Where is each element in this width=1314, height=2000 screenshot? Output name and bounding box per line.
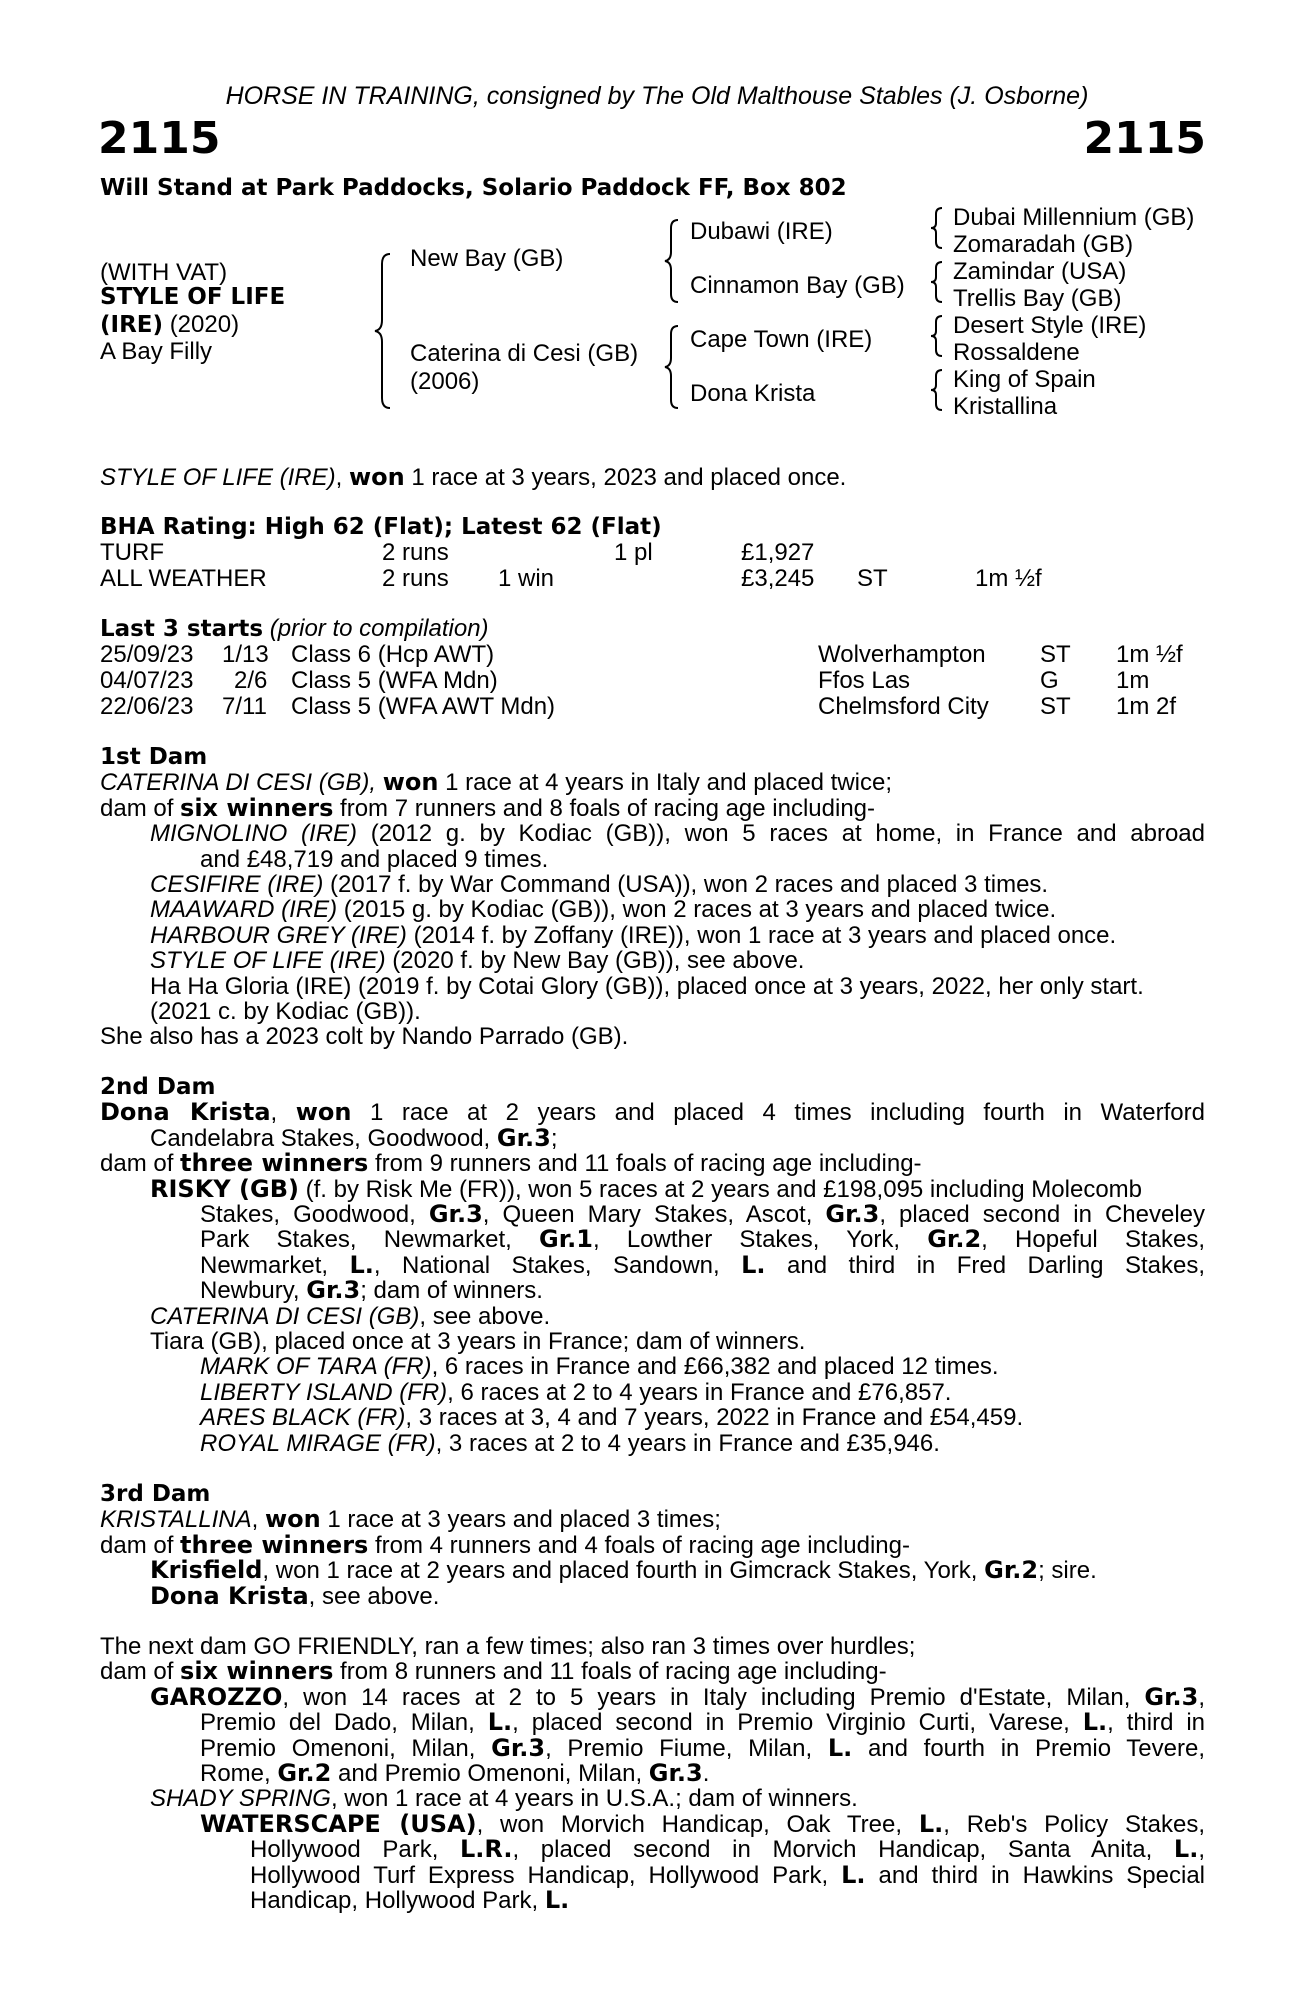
grade: Gr.3 — [496, 1123, 551, 1152]
grade: Gr.3 — [648, 1759, 703, 1788]
produce-record: , see above. — [308, 1582, 440, 1610]
produce-risky-cont — [100, 1202, 1205, 1227]
bha-rating: BHA Rating: High 62 (Flat); Latest 62 (Flat) — [100, 514, 662, 540]
lot-number-right: 2115 — [1083, 113, 1206, 164]
rating-prize: £1,927 — [741, 539, 815, 566]
text: ; sire. — [1038, 1557, 1097, 1585]
rating-surface: TURF — [100, 539, 164, 566]
third-dam-section — [100, 1482, 1205, 1609]
won-label: won — [264, 1505, 321, 1534]
start-date: 04/07/23 — [100, 667, 194, 694]
rating-prize: £3,245 — [741, 565, 815, 592]
pedigree-dss: Desert Style (IRE) — [953, 312, 1147, 339]
produce-name: WATERSCAPE (USA) — [200, 1809, 477, 1838]
produce-mignolino — [100, 821, 1205, 846]
produce-waterscape — [100, 1809, 1205, 1838]
start-race: Class 5 (WFA AWT Mdn) — [291, 693, 556, 720]
produce-royal-mirage — [100, 1431, 1205, 1456]
produce-mignolino-cont: and £48,719 and placed 9 times. — [200, 845, 549, 873]
won-label: won — [295, 1098, 352, 1127]
start-course: Wolverhampton — [818, 641, 986, 668]
rating-pl: 1 pl — [614, 539, 653, 566]
text: from 7 runners and 8 foals of racing age including- — [340, 794, 876, 822]
winners-count: three winners — [180, 1530, 369, 1559]
rating-runs: 2 runs — [382, 565, 449, 592]
start-position: 7/11 — [222, 693, 267, 720]
text: , placed second in Morvich Handicap, Santa Anita, — [512, 1836, 1153, 1864]
horse-year: (2020) — [169, 311, 240, 338]
text: Newmarket, — [200, 1251, 329, 1279]
grade: Gr.3 — [825, 1200, 880, 1229]
dam-record: 1 race at 2 years and placed 4 times including fourth in Waterford — [369, 1099, 1205, 1127]
last-starts-note: (prior to compilation) — [269, 615, 489, 642]
start-course: Ffos Las — [818, 667, 911, 694]
horse-name: STYLE OF LIFE — [100, 284, 286, 310]
produce-record: , see above. — [419, 1302, 551, 1330]
grade: Gr.2 — [984, 1556, 1039, 1585]
start-position: 1/13 — [222, 641, 269, 668]
grade: L.R. — [460, 1835, 513, 1864]
start-distance: 1m 2f — [1116, 693, 1177, 720]
pedigree-bracket-ds — [928, 314, 948, 358]
horse-description: A Bay Filly — [100, 338, 213, 365]
grade: Gr.2 — [277, 1759, 332, 1788]
text: dam of — [100, 1658, 174, 1686]
text: Stakes, Goodwood, — [200, 1201, 416, 1229]
produce-record: , 3 races at 3, 4 and 7 years, 2022 in France and £54,459. — [405, 1404, 1024, 1432]
pedigree-bracket-dd — [928, 368, 948, 412]
produce-record: (2015 g. by Kodiac (GB)), won 2 races at 3 years and placed twice. — [343, 896, 1057, 924]
start-date: 22/06/23 — [100, 693, 194, 720]
last-starts-title: Last 3 starts — [100, 616, 264, 642]
text: , Hopeful Stakes, — [981, 1226, 1205, 1254]
produce-record: , won 1 race at 4 years in U.S.A.; dam of winners. — [330, 1785, 858, 1813]
text: Park Stakes, Newmarket, — [200, 1226, 512, 1254]
produce-name: HARBOUR GREY (IRE) — [150, 921, 407, 949]
dam-record: 1 race at 4 years in Italy and placed twice; — [445, 769, 893, 797]
stand-location: Will Stand at Park Paddocks, Solario Paddock FF, Box 802 — [100, 175, 847, 201]
text: , — [1198, 1683, 1205, 1711]
produce-name: MARK OF TARA (FR) — [200, 1353, 432, 1381]
rating-runs: 2 runs — [382, 539, 449, 566]
produce-name: STYLE OF LIFE (IRE) — [150, 947, 386, 975]
produce-name: LIBERTY ISLAND (FR) — [200, 1378, 448, 1406]
produce-record: , 6 races in France and £66,382 and placed 12 times. — [431, 1353, 999, 1381]
pedigree-bracket-main — [372, 252, 402, 410]
pedigree-bracket-dam — [662, 324, 686, 410]
horse-origin: (IRE) — [100, 312, 164, 338]
text: , National Stakes, Sandown, — [373, 1251, 720, 1279]
second-dam-section — [100, 1075, 1205, 1456]
produce-name: Dona Krista — [150, 1581, 309, 1610]
produce-waterscape-cont — [100, 1888, 1205, 1913]
grade: L. — [544, 1886, 570, 1915]
pedigree-bracket-sd — [928, 260, 948, 304]
fourth-dam-produce-line — [100, 1659, 1205, 1684]
first-dam-note: She also has a 2023 colt by Nando Parrado (GB). — [100, 1023, 629, 1051]
text: , — [1198, 1836, 1205, 1864]
grade: Gr.3 — [306, 1276, 361, 1305]
second-dam-heading: 2nd Dam — [100, 1074, 216, 1100]
text: Newbury, — [200, 1277, 300, 1305]
produce-maaward — [100, 897, 1205, 922]
grade: L. — [827, 1733, 853, 1762]
fourth-dam-section — [100, 1634, 1205, 1913]
won-label: won — [382, 768, 439, 797]
produce-style-of-life — [100, 948, 1205, 973]
grade: L. — [349, 1250, 374, 1279]
produce-record: (f. by Risk Me (FR)), won 5 races at 2 years and £198,095 including Molecomb — [305, 1175, 1143, 1203]
race-summary: STYLE OF LIFE (IRE), won 1 race at 3 years, 2023 and placed once. — [100, 463, 847, 491]
grade: L. — [741, 1250, 766, 1279]
text: and third in Fred Darling Stakes, — [787, 1251, 1205, 1279]
produce-risky-cont — [100, 1278, 1205, 1303]
pedigree-sdd: Trellis Bay (GB) — [953, 285, 1122, 312]
pedigree-sire: New Bay (GB) — [410, 245, 564, 272]
produce-waterscape-cont — [100, 1860, 1206, 1889]
text: ; dam of winners. — [360, 1277, 543, 1305]
text: and third in Hawkins Special — [878, 1861, 1206, 1889]
produce-risky-cont — [100, 1227, 1205, 1252]
grade: Gr.2 — [927, 1225, 982, 1254]
grade: Gr.3 — [1144, 1682, 1199, 1711]
summary-won: won — [348, 463, 405, 491]
dam-name: CATERINA DI CESI (GB), — [100, 769, 377, 797]
horse-origin-line — [100, 312, 239, 338]
pedigree-dam-year: (2006) — [410, 368, 480, 395]
summary-text: 1 race at 3 years, 2023 and placed once. — [411, 464, 847, 491]
pedigree-dd: Dona Krista — [690, 380, 816, 407]
produce-name: MAAWARD (IRE) — [150, 896, 338, 924]
text: ; — [550, 1124, 558, 1152]
produce-ha-ha-gloria: Ha Ha Gloria (IRE) (2019 f. by Cotai Glory (GB)), placed once at 3 years, 2022, her only start. — [150, 972, 1144, 1000]
pedigree-dds: King of Spain — [953, 366, 1096, 393]
winners-count: six winners — [180, 793, 334, 822]
start-going: ST — [1040, 641, 1071, 668]
produce-garozzo — [100, 1682, 1205, 1711]
text: dam of — [100, 1531, 174, 1559]
produce-record: (2012 g. by Kodiac (GB)), won 5 races at home, in France and abroad — [370, 820, 1205, 848]
produce-cesifire — [100, 872, 1205, 897]
pedigree-sss: Dubai Millennium (GB) — [953, 204, 1195, 231]
produce-name: MIGNOLINO (IRE) — [150, 820, 358, 848]
page-title: HORSE IN TRAINING, consigned by The Old Malthouse Stables (J. Osborne) — [225, 82, 1089, 110]
produce-name: ROYAL MIRAGE (FR) — [200, 1429, 436, 1457]
pedigree-ddd: Kristallina — [953, 393, 1058, 420]
pedigree-dsd: Rossaldene — [953, 339, 1080, 366]
text: Handicap, Hollywood Park, — [250, 1887, 539, 1915]
fourth-dam-line: The next dam GO FRIENDLY, ran a few times; also ran 3 times over hurdles; — [100, 1633, 916, 1660]
text: and Premio Omenoni, Milan, — [337, 1760, 643, 1788]
third-dam-heading: 3rd Dam — [100, 1481, 211, 1507]
text: Premio Omenoni, Milan, — [200, 1734, 476, 1762]
rating-dist: 1m ½f — [975, 565, 1042, 592]
produce-mark-of-tara — [100, 1354, 1205, 1379]
rating-going: ST — [857, 565, 888, 592]
text: , Lowther Stakes, York, — [592, 1226, 901, 1254]
grade: L. — [841, 1860, 866, 1889]
produce-name: ARES BLACK (FR) — [200, 1404, 406, 1432]
produce-record: (2014 f. by Zoffany (IRE)), won 1 race at 3 years and placed once. — [413, 921, 1117, 949]
produce-record: , won 1 race at 2 years and placed fourth in Gimcrack Stakes, York, — [262, 1557, 978, 1585]
produce-name: GAROZZO — [150, 1682, 283, 1711]
text: . — [702, 1760, 710, 1788]
start-going: ST — [1040, 693, 1071, 720]
second-dam-line-cont — [100, 1123, 1205, 1152]
text: , placed second in Cheveley — [879, 1201, 1205, 1229]
first-dam-section — [100, 745, 1205, 1050]
produce-harbour-grey — [100, 923, 1205, 948]
pedigree-ss: Dubawi (IRE) — [690, 218, 833, 245]
pedigree-bracket-ss — [928, 206, 948, 250]
start-race: Class 6 (Hcp AWT) — [291, 641, 495, 668]
produce-garozzo-cont — [100, 1761, 1205, 1786]
start-course: Chelmsford City — [818, 693, 989, 720]
grade: L. — [918, 1809, 944, 1838]
text: , Reb's Policy Stakes, — [943, 1810, 1205, 1838]
text: from 4 runners and 4 foals of racing age including- — [375, 1531, 910, 1559]
start-distance: 1m — [1116, 667, 1150, 694]
text: and fourth in Premio Tevere, — [867, 1734, 1206, 1762]
produce-record: (2017 f. by War Command (USA)), won 2 races and placed 3 times. — [330, 871, 1049, 899]
produce-garozzo-cont — [100, 1733, 1206, 1762]
text: from 9 runners and 11 foals of racing age including- — [375, 1150, 922, 1178]
text: Hollywood Park, — [250, 1836, 439, 1864]
produce-liberty-island — [100, 1380, 1205, 1405]
grade: Gr.3 — [491, 1733, 546, 1762]
first-dam-produce-line — [100, 793, 1205, 822]
start-date: 25/09/23 — [100, 641, 194, 668]
grade: L. — [1082, 1708, 1108, 1737]
produce-tiara: Tiara (GB), placed once at 3 years in France; dam of winners. — [150, 1328, 806, 1356]
pedigree-sds: Zamindar (USA) — [953, 258, 1127, 285]
text: Candelabra Stakes, Goodwood, — [150, 1124, 491, 1152]
produce-name: CATERINA DI CESI (GB) — [150, 1302, 420, 1330]
produce-name: RISKY (GB) — [150, 1174, 299, 1203]
lot-number-left: 2115 — [98, 113, 221, 164]
dam-record: 1 race at 3 years and placed 3 times; — [327, 1506, 721, 1534]
produce-2021-colt: (2021 c. by Kodiac (GB)). — [150, 998, 421, 1026]
produce-shady-spring — [100, 1786, 1205, 1811]
text: Premio del Dado, Milan, — [200, 1709, 475, 1737]
produce-ares-black — [100, 1405, 1205, 1430]
grade: L. — [1173, 1835, 1199, 1864]
produce-record: , won Morvich Handicap, Oak Tree, — [476, 1810, 903, 1838]
first-dam-heading: 1st Dam — [100, 744, 208, 770]
text: , Premio Fiume, Milan, — [545, 1734, 813, 1762]
pedigree-ssd: Zomaradah (GB) — [953, 231, 1134, 258]
grade: Gr.1 — [539, 1225, 593, 1254]
text: Rome, — [200, 1760, 271, 1788]
text: Hollywood Turf Express Handicap, Hollywood Park, — [250, 1861, 829, 1889]
pedigree-sd: Cinnamon Bay (GB) — [690, 272, 905, 299]
text: from 8 runners and 11 foals of racing age including- — [340, 1658, 887, 1686]
text: dam of — [100, 794, 174, 822]
text: dam of — [100, 1150, 174, 1178]
rating-surface: ALL WEATHER — [100, 565, 267, 592]
text: , placed second in Premio Virginio Curti, Varese, — [512, 1709, 1070, 1737]
produce-risky — [100, 1174, 1205, 1203]
last-starts-heading — [100, 616, 489, 642]
produce-garozzo-cont — [100, 1710, 1205, 1735]
start-race: Class 5 (WFA Mdn) — [291, 667, 498, 694]
dam-name: Dona Krista — [100, 1098, 271, 1127]
produce-caterina — [100, 1304, 1205, 1329]
produce-krisfield — [100, 1558, 1205, 1583]
start-position: 2/6 — [234, 667, 268, 694]
third-dam-line: KRISTALLINA, won 1 race at 3 years and placed 3 times; — [100, 1505, 721, 1534]
pedigree-ds: Cape Town (IRE) — [690, 326, 873, 353]
grade: Gr.3 — [428, 1200, 483, 1229]
produce-dona-krista — [100, 1581, 1205, 1610]
winners-count: three winners — [180, 1149, 369, 1178]
pedigree-dam: Caterina di Cesi (GB) — [410, 340, 639, 367]
third-dam-produce-line — [100, 1530, 1205, 1559]
start-going: G — [1040, 667, 1059, 694]
produce-record: , won 14 races at 2 to 5 years in Italy including Premio d'Estate, Milan, — [282, 1683, 1131, 1711]
produce-risky-cont — [100, 1250, 1205, 1279]
text: , Queen Mary Stakes, Ascot, — [482, 1201, 813, 1229]
produce-waterscape-cont — [100, 1837, 1205, 1862]
start-distance: 1m ½f — [1116, 641, 1183, 668]
summary-horse-name: STYLE OF LIFE (IRE) — [100, 464, 336, 491]
pedigree-bracket-sire — [662, 218, 686, 304]
second-dam-produce-line — [100, 1151, 1205, 1176]
second-dam-line: Dona Krista, won 1 race at 2 years and placed 4 times including fourth in Waterford — [100, 1098, 1205, 1127]
text: , third in — [1107, 1709, 1205, 1737]
produce-record: , 6 races at 2 to 4 years in France and £76,857. — [447, 1378, 952, 1406]
vat-note: (WITH VAT) — [100, 259, 228, 286]
produce-name: Krisfield — [150, 1556, 263, 1585]
first-dam-line — [100, 770, 1205, 795]
winners-count: six winners — [180, 1657, 334, 1686]
dam-name: KRISTALLINA — [100, 1506, 252, 1534]
produce-record: , 3 races at 2 to 4 years in France and £35,946. — [435, 1429, 940, 1457]
grade: L. — [487, 1708, 513, 1737]
produce-record: (2020 f. by New Bay (GB)), see above. — [392, 947, 805, 975]
produce-name: SHADY SPRING — [150, 1785, 331, 1813]
produce-name: CESIFIRE (IRE) — [150, 871, 324, 899]
rating-wins: 1 win — [498, 565, 555, 592]
